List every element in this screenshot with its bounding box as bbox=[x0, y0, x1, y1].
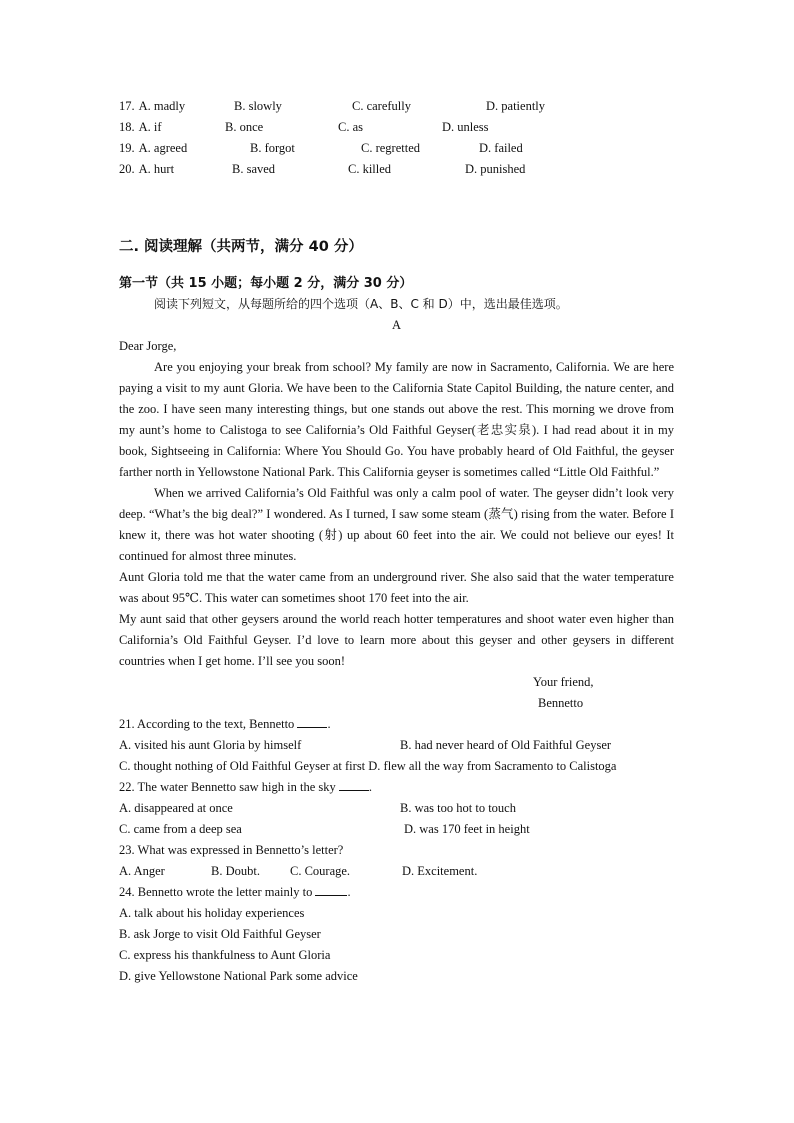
answer-blank bbox=[297, 714, 327, 728]
paragraph-2: When we arrived California’s Old Faithful was only a calm pool of water. The geyser didn’t look very deep. “What’s the big deal?” I wondered. As I turned, I saw some steam (蒸气) rising from the water. Before I knew it, there was hot water shooting (射) up about 60 feet into the air. We could not believe our eyes! It continued for almost three minutes. bbox=[119, 486, 674, 563]
option-row bbox=[119, 798, 674, 819]
option-d: D. give Yellowstone National Park some advice bbox=[119, 969, 358, 983]
option-a: A. hurt bbox=[138, 162, 175, 176]
option-row bbox=[119, 735, 674, 756]
option-a: A. Anger bbox=[119, 864, 165, 878]
question-22 bbox=[119, 777, 674, 840]
option-d: D. unless bbox=[442, 120, 489, 134]
option-a: A. talk about his holiday experiences bbox=[119, 906, 305, 920]
paragraph-3: Aunt Gloria told me that the water came from an underground river. She also said that the water temperature was about 95℃. This water can sometimes shoot 170 feet into the air. bbox=[119, 570, 674, 605]
answer-blank bbox=[339, 777, 369, 791]
document-page bbox=[119, 96, 674, 987]
option-b: B. forgot bbox=[250, 141, 295, 155]
option-a: A. visited his aunt Gloria by himself bbox=[119, 738, 302, 752]
option-d: D. punished bbox=[465, 162, 526, 176]
option-d: D. patiently bbox=[486, 99, 546, 113]
option-row bbox=[119, 861, 674, 882]
letter-closing: Your friend, bbox=[533, 675, 594, 689]
instructions: 阅读下列短文，从每题所给的四个选项（A、B、C 和 D）中，选出最佳选项。 bbox=[154, 297, 568, 311]
option-c: C. came from a deep sea bbox=[119, 822, 242, 836]
option-a: A. if bbox=[138, 120, 162, 134]
answer-blank bbox=[315, 882, 347, 896]
option-c: C. express his thankfulness to Aunt Gloria bbox=[119, 948, 331, 962]
option-a: A. madly bbox=[138, 99, 186, 113]
cloze-options bbox=[119, 96, 674, 180]
option-b: B. once bbox=[225, 120, 264, 134]
passage-label: A bbox=[391, 318, 402, 332]
option-a: A. agreed bbox=[138, 141, 188, 155]
paragraph-1: Are you enjoying your break from school? My family are now in Sacramento, California. We are here paying a visit to my aunt Gloria. We have been to the California State Capitol Building, the nature center, and the zoo. I have seen many interesting things, but one stands out above the rest. This morning we drove from my aunt’s home to Calistoga to see California’s Old Faithful Geyser(老忠实泉). I had read about it in my book, Sightseeing in California: Where You Should Go. You have probably heard of Old Faithful, the geyser farther north in Yellowstone National Park. This California geyser is sometimes called “Little Old Faithful.” bbox=[119, 360, 674, 479]
question-number: 18. bbox=[119, 120, 135, 134]
option-a: A. disappeared at once bbox=[119, 801, 233, 815]
option-d: D. failed bbox=[479, 141, 523, 155]
option-c-d: C. thought nothing of Old Faithful Geyser at first D. flew all the way from Sacramento to Calistoga bbox=[119, 759, 617, 773]
option-d: D. was 170 feet in height bbox=[404, 822, 530, 836]
question-number: 20. bbox=[119, 162, 135, 176]
option-c: C. regretted bbox=[361, 141, 421, 155]
cloze-row-18 bbox=[119, 117, 674, 138]
section-title: 二. 阅读理解（共两节，满分 40 分） bbox=[119, 239, 363, 255]
question-stem-row: 21. According to the text, Bennetto . bbox=[119, 714, 674, 735]
question-stem: 24. Bennetto wrote the letter mainly to bbox=[119, 885, 313, 899]
option-c: C. as bbox=[338, 120, 363, 134]
option-b: B. ask Jorge to visit Old Faithful Geyser bbox=[119, 927, 321, 941]
question-stem: 21. According to the text, Bennetto bbox=[119, 717, 295, 731]
question-stem-row: 22. The water Bennetto saw high in the sky . bbox=[119, 777, 674, 798]
option-b: B. had never heard of Old Faithful Geyser bbox=[400, 738, 612, 752]
question-24 bbox=[119, 882, 674, 987]
option-row bbox=[119, 819, 674, 840]
option-b: B. slowly bbox=[234, 99, 282, 113]
letter-greeting: Dear Jorge, bbox=[119, 339, 177, 353]
question-stem-row: 24. Bennetto wrote the letter mainly to . bbox=[119, 882, 674, 903]
question-stem: 23. What was expressed in Bennetto’s letter? bbox=[119, 843, 344, 857]
letter-signature: Bennetto bbox=[538, 696, 584, 710]
option-c: C. carefully bbox=[352, 99, 412, 113]
question-stem: 22. The water Bennetto saw high in the sky bbox=[119, 780, 336, 794]
option-b: B. Doubt. bbox=[211, 864, 260, 878]
option-b: B. saved bbox=[232, 162, 276, 176]
question-stem-row bbox=[119, 840, 674, 861]
option-b: B. was too hot to touch bbox=[400, 801, 516, 815]
cloze-row-19 bbox=[119, 138, 674, 159]
cloze-row-17 bbox=[119, 96, 674, 117]
letter-passage bbox=[119, 336, 674, 714]
question-number: 17. bbox=[119, 99, 135, 113]
option-c: C. Courage. bbox=[290, 864, 351, 878]
option-c: C. killed bbox=[348, 162, 392, 176]
question-21 bbox=[119, 714, 674, 777]
option-d: D. Excitement. bbox=[402, 864, 478, 878]
cloze-row-20 bbox=[119, 159, 674, 180]
paragraph-4: My aunt said that other geysers around the world reach hotter temperatures and shoot water even higher than California’s Old Faithful Geyser. I’d love to learn more about this geyser and other geysers in different countries when I get home. I’ll see you soon! bbox=[119, 612, 674, 668]
question-number: 19. bbox=[119, 141, 135, 155]
question-23 bbox=[119, 840, 674, 882]
part-title: 第一节（共 15 小题；每小题 2 分，满分 30 分） bbox=[119, 276, 413, 291]
